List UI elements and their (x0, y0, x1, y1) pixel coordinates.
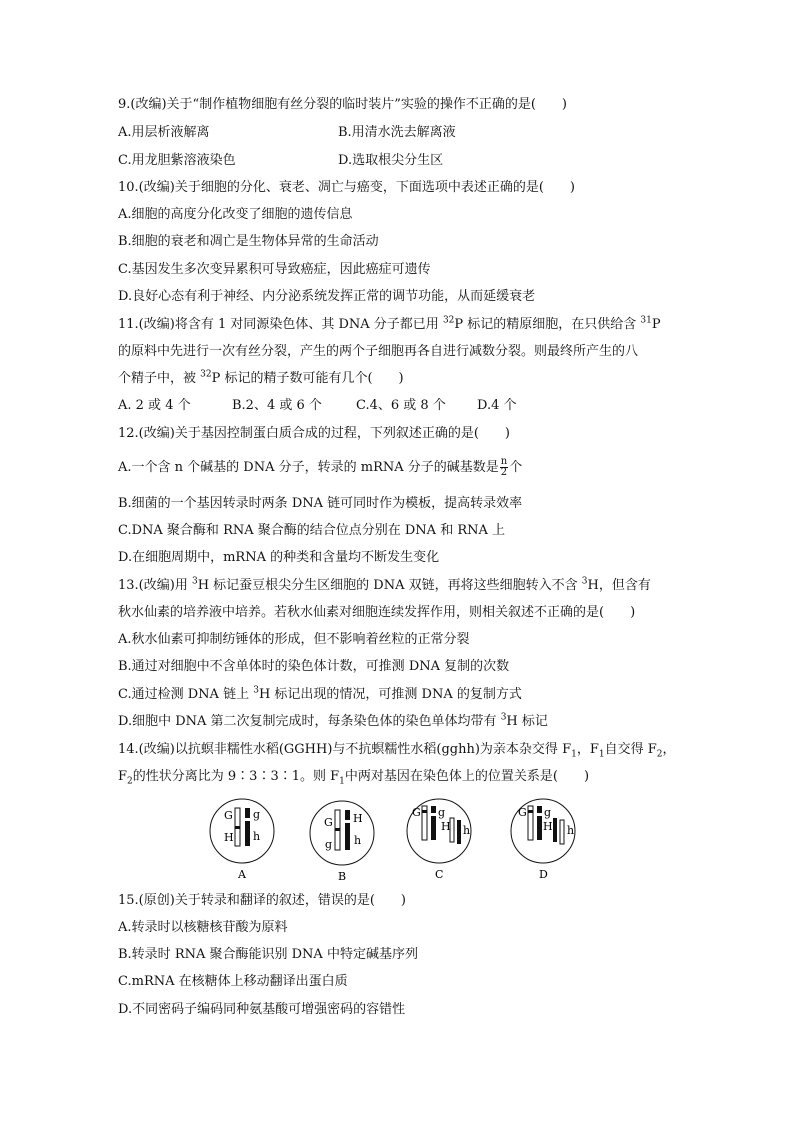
cell-b (310, 801, 374, 883)
question-11-option-d: D.4 个 (477, 398, 517, 413)
band-marker (235, 826, 240, 829)
allele-label-G: G (324, 816, 333, 829)
question-13-option-a: A.秋水仙素可抑制纺锤体的形成，但不影响着丝粒的正常分裂 (118, 632, 470, 647)
chromosome-black (345, 810, 350, 850)
question-11-option-a: A. 2 或 4 个 (118, 398, 191, 413)
question-13-option-c: C.通过检测 DNA 链上 $^3$H 标记出现的情况，可推测 DNA 的复制方式 (118, 685, 522, 702)
question-11-stem-line-3: 个精子中，被 $^{32}$P 标记的精子数可能有几个( ) (118, 369, 404, 386)
question-15-stem: 15.(原创)关于转录和翻译的叙述，错误的是( ) (118, 893, 406, 908)
cell-d (511, 799, 575, 881)
allele-label-H: H (224, 831, 234, 844)
allele-label-H: H (441, 820, 451, 833)
allele-label-H: H (353, 812, 363, 825)
figure-label-B: B (338, 870, 347, 883)
allele-label-g: g (325, 838, 333, 851)
allele-label-h: h (463, 824, 471, 837)
question-13-stem-line-2: 秋水仙素的培养液中培养。若秋水仙素对细胞连续发挥作用，则相关叙述不正确的是( ) (118, 605, 636, 620)
chromosome-black-small (553, 818, 557, 842)
figure-label-D: D (539, 868, 548, 881)
question-12-option-c: C.DNA 聚合酶和 RNA 聚合酶的结合位点分别在 DNA 和 RNA 上 (118, 523, 506, 538)
chromosome-white-small (560, 820, 564, 844)
question-10-stem: 10.(改编)关于细胞的分化、衰老、凋亡与癌变，下面选项中表述正确的是( ) (118, 180, 575, 195)
question-12-stem: 12.(改编)关于基因控制蛋白质合成的过程，下列叙述正确的是( ) (118, 426, 510, 441)
chromosome-white-small (450, 818, 454, 842)
chromosome-black (245, 808, 250, 846)
cell-a (210, 799, 274, 881)
figure-label-C: C (435, 868, 444, 881)
question-11-option-c: C.4、6 或 8 个 (356, 398, 446, 413)
cell-c (407, 799, 471, 881)
allele-label-H: H (543, 820, 553, 833)
chromosome-black (431, 806, 436, 840)
question-14-stem-line-2: $F_2$的性状分离比为 9∶3∶3∶1。则 $F_1$中两对基因在染色体上的位置关系是( ) (118, 769, 590, 787)
band-marker (422, 810, 427, 813)
question-15-option-b: B.转录时 RNA 聚合酶能识别 DNA 中特定碱基序列 (118, 947, 418, 962)
allele-label-G: G (412, 806, 421, 819)
question-13-option-d: D.细胞中 DNA 第二次复制完成时，每条染色体的染色单体均带有 $^3$H 标记 (118, 712, 548, 729)
question-9-stem: 9.(改编)关于“制作植物细胞有丝分裂的临时装片”实验的操作不正确的是( ) (118, 97, 567, 112)
fraction-n-over-2: $\frac{n}{2}$ (500, 456, 508, 478)
question-15-option-a: A.转录时以核糖核苷酸为原料 (118, 920, 288, 935)
question-11-stem-line-1: 11.(改编)将含有 1 对同源染色体、其 DNA 分子都已用 $^{32}$P 标记的精原细胞，在只供给含 $^{31}$P (118, 315, 661, 332)
question-9-option-a: A.用层析液解离 (118, 125, 210, 140)
question-12-option-b: B.细菌的一个基因转录时两条 DNA 链可同时作为模板，提高转录效率 (118, 496, 523, 511)
question-10-option-d: D.良好心态有利于神经、内分泌系统发挥正常的调节功能，从而延缓衰老 (118, 289, 536, 304)
figure-label-A: A (238, 868, 246, 881)
chromosome-black-small (457, 820, 461, 844)
question-15-option-c: C.mRNA 在核糖体上移动翻译出蛋白质 (118, 974, 348, 989)
allele-label-g: g (544, 806, 552, 819)
question-9-option-b: B.用清水洗去解离液 (338, 125, 456, 140)
band-marker (345, 820, 350, 823)
allele-label-G: G (518, 806, 527, 819)
question-11-stem-line-2: 的原料中先进行一次有丝分裂，产生的两个子细胞再各自进行减数分裂。则最终所产生的八 (118, 344, 639, 359)
allele-label-h: h (253, 830, 261, 843)
question-12-option-d: D.在细胞周期中，mRNA 的种类和含量均不断发生变化 (118, 550, 440, 565)
band-marker (537, 813, 542, 816)
question-9-option-c: C.用龙胆紫溶液染色 (118, 153, 236, 168)
band-marker (245, 818, 250, 821)
chromosome-black (537, 806, 542, 840)
question-12-option-a: A.一个含 n 个碱基的 DNA 分子，转录的 mRNA 分子的碱基数是 $\frac{n}{2}$ 个 (118, 456, 523, 478)
allele-label-G: G (224, 809, 233, 822)
allele-label-h: h (354, 834, 362, 847)
question-10-option-b: B.细胞的衰老和凋亡是生物体异常的生命活动 (118, 234, 379, 249)
question-13-option-b: B.通过对细胞中不含单体时的染色体计数，可推测 DNA 复制的次数 (118, 659, 510, 674)
question-15-option-d: D.不同密码子编码同种氨基酸可增强密码的容错性 (118, 1002, 406, 1017)
band-marker (431, 813, 436, 816)
question-11-option-b: B.2、4 或 6 个 (232, 398, 322, 413)
allele-label-h: h (567, 824, 575, 837)
question-10-option-a: A.细胞的高度分化改变了细胞的遗传信息 (118, 207, 353, 222)
allele-label-g: g (253, 808, 261, 821)
question-14-stem-line-1: 14.(改编)以抗螟非糯性水稻(GGHH)与不抗螟糯性水稻(gghh)为亲本杂交得 $F_1$，$F_1$自交得 $F_2$， (118, 742, 676, 760)
band-marker (335, 828, 340, 831)
question-10-option-c: C.基因发生多次变异累积可导致癌症，因此癌症可遗传 (118, 262, 431, 277)
chromosome-position-figure (205, 796, 585, 886)
band-marker (528, 810, 533, 813)
question-13-stem-line-1: 13.(改编)用 $^3$H 标记蚕豆根尖分生区细胞的 DNA 双链，再将这些细胞转入不含 $^3$H，但含有 (118, 576, 651, 593)
question-9-option-d: D.选取根尖分生区 (338, 153, 444, 168)
allele-label-g: g (438, 806, 446, 819)
